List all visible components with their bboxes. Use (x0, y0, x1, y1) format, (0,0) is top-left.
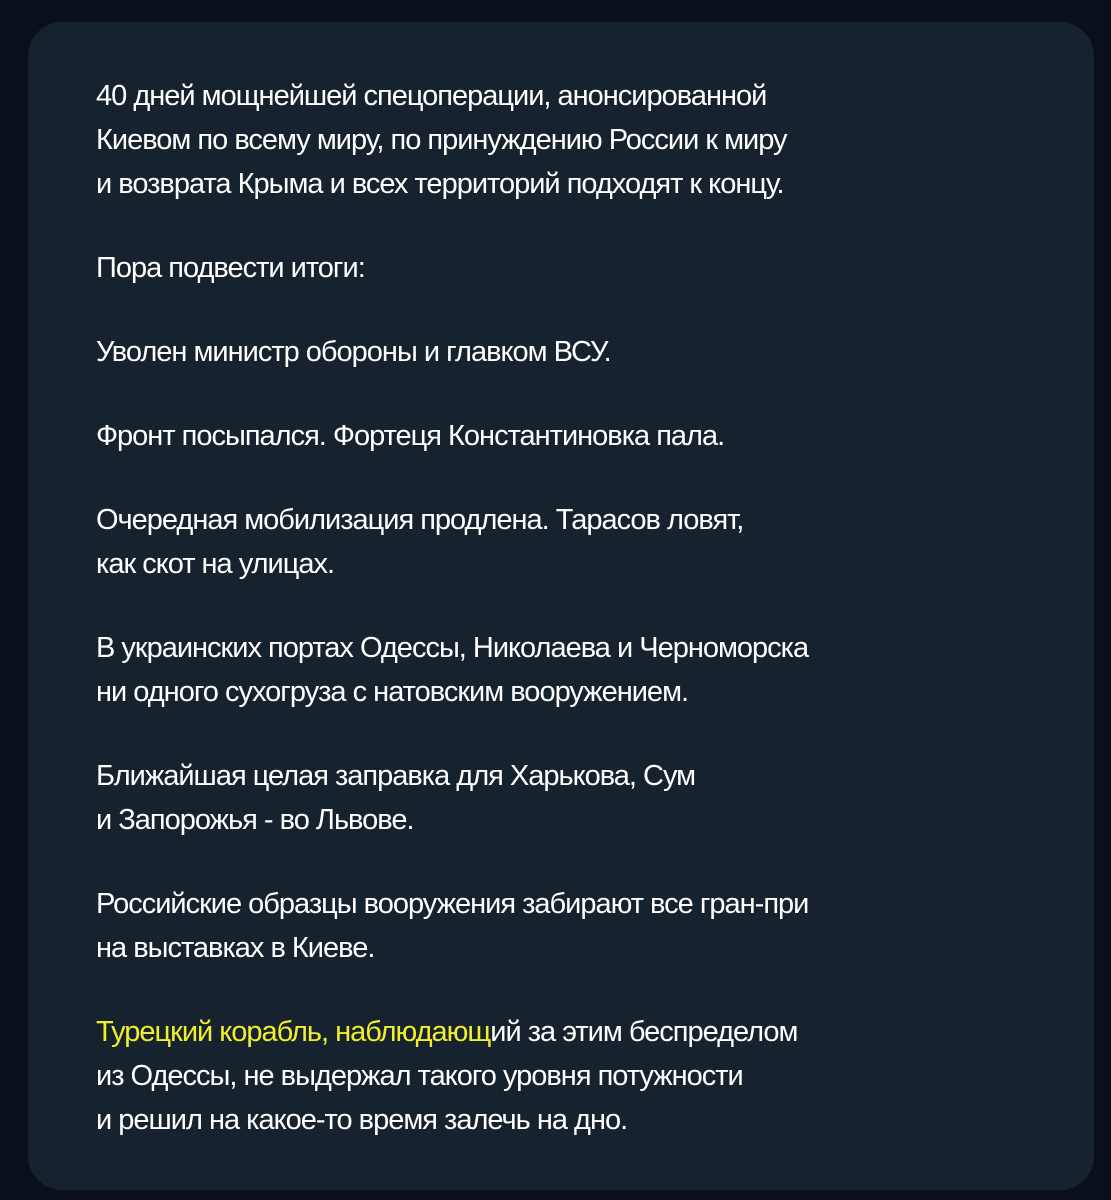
message-paragraph-9 (96, 1010, 1034, 1142)
message-bubble (28, 22, 1094, 1190)
message-paragraph-1: 40 дней мощнейшей спецоперации, анонсированной Киевом по всему миру, по принуждению России к миру и возврата Крыма и всех территорий подходят к концу. (96, 80, 787, 200)
message-paragraph-7: Ближайшая целая заправка для Харькова, Сум и Запорожья - во Львове. (96, 760, 696, 836)
message-paragraph-8: Российские образцы вооружения забирают все гран-при на выставках в Киеве. (96, 888, 809, 964)
message-paragraph-4: Фронт посыпался. Фортеця Константиновка пала. (96, 420, 725, 452)
message-paragraph-6: В украинских портах Одессы, Николаева и Черноморска ни одного сухогруза с натовским вооружением. (96, 632, 809, 708)
paragraph-text: ий за этим беспределом из Одессы, не выдержал такого уровня потужности и решил на какое-то время залечь на дно. (96, 1016, 798, 1136)
message-paragraph-3: Уволен министр обороны и главком ВСУ. (96, 336, 611, 368)
message-paragraph-2: Пора подвести итоги: (96, 252, 365, 284)
message-paragraph-5: Очередная мобилизация продлена. Тарасов ловят, как скот на улицах. (96, 504, 744, 580)
highlighted-text: Турецкий корабль, наблюдающ (96, 1016, 491, 1048)
